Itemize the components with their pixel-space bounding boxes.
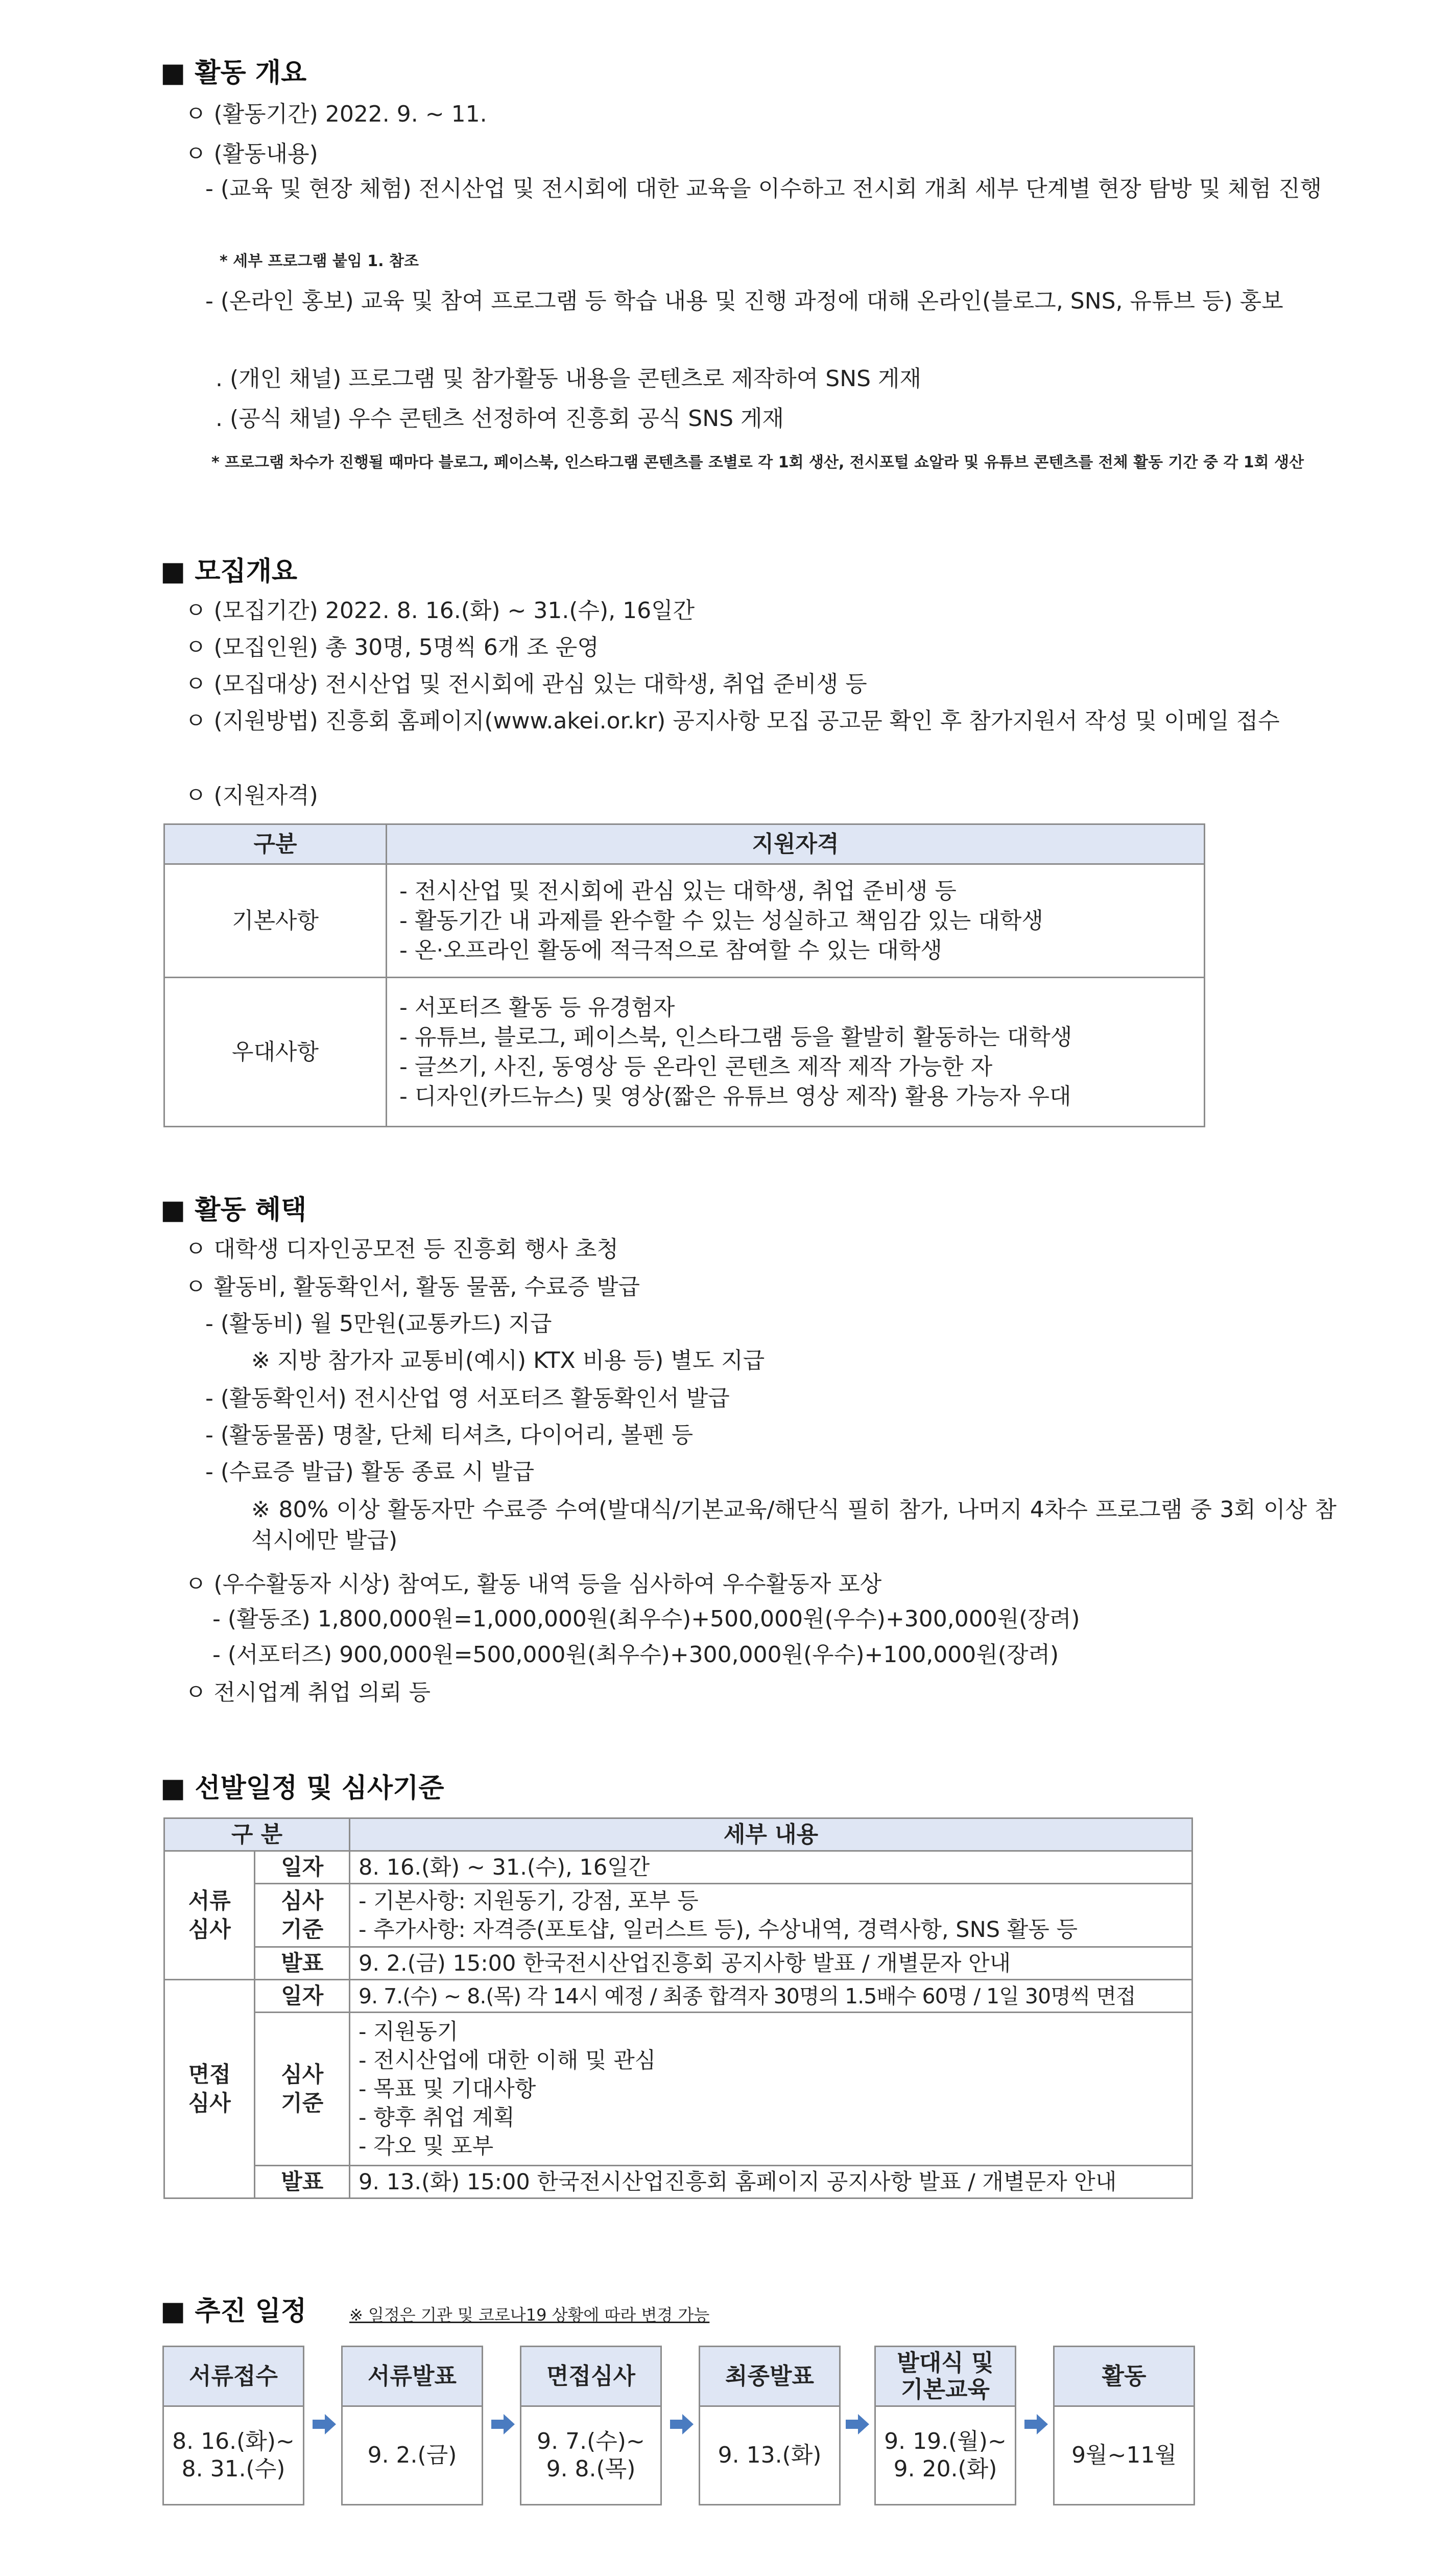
benefit-note: ※ 지방 참가자 교통비(예시) KTX 비용 등) 별도 지급	[251, 1347, 765, 1374]
interview-announce: 9. 13.(화) 15:00 한국전시산업진흥회 홈페이지 공지사항 발표 / 개별문자 안내	[350, 2166, 1192, 2198]
qualification-table	[163, 823, 1205, 1127]
schedule-step-date: 8. 16.(화)~ 8. 31.(수)	[172, 2428, 295, 2482]
recruit-people: ㅇ (모집인원) 총 30명, 5명씩 6개 조 운영	[185, 634, 599, 660]
list-item: - 디자인(카드뉴스) 및 영상(짧은 유튜브 영상 제작) 활용 가능자 우대	[399, 1083, 1071, 1109]
doc-criteria-label: 심사 기준	[255, 1884, 350, 1947]
activity-content-label: ㅇ (활동내용)	[185, 141, 318, 167]
interview-criteria-label: 심사 기준	[255, 2013, 350, 2166]
recruit-method: ㅇ (지원방법) 진흥회 홈페이지(www.akei.or.kr) 공지사항 모집 공고문 확인 후 참가지원서 작성 및 이메일 접수	[185, 708, 1280, 734]
list-item: - 서포터즈 활동 등 유경험자	[399, 994, 675, 1021]
arrow-right-icon	[313, 2413, 336, 2435]
benefit-item: ㅇ (우수활동자 시상) 참여도, 활동 내역 등을 심사하여 우수활동자 포상	[185, 1571, 882, 1597]
doc-announce-label: 발표	[255, 1947, 350, 1980]
activity-edu: - (교육 및 현장 체험) 전시산업 및 전시회에 대한 교육을 이수하고 전시회 개최 세부 단계별 현장 탐방 및 체험 진행	[205, 176, 1322, 202]
benefit-note: ※ 80% 이상 활동자만 수료증 수여(발대식/기본교육/해단식 필히 참가, 나머지 4차수 프로그램 중 3회 이상 참석시에만 발급)	[251, 1497, 1336, 1553]
arrow-right-icon	[846, 2413, 869, 2435]
doc-review-label: 서류 심사	[164, 1851, 255, 1980]
program-note: * 프로그램 차수가 진행될 때마다 블로그, 페이스북, 인스타그램 콘텐츠를 조별로 각 1회 생산, 전시포털 쇼알라 및 유튜브 콘텐츠를 전체 활동 기간 중 각 1회 생산	[211, 454, 1304, 471]
schedule-note: ※ 일정은 기관 및 코로나19 상황에 따라 변경 가능	[349, 2305, 710, 2325]
section-title-benefits: ■ 활동 혜택	[160, 1195, 307, 1225]
table-row	[164, 1851, 1192, 1884]
benefit-item: ㅇ 대학생 디자인공모전 등 진흥회 행사 초청	[185, 1236, 618, 1262]
schedule-step	[162, 2346, 304, 2505]
qual-header-category: 구분	[164, 824, 387, 864]
schedule-step	[1053, 2346, 1195, 2505]
table-row	[164, 1884, 1192, 1947]
table-row	[164, 2013, 1192, 2166]
schedule-step-date: 9. 2.(금)	[367, 2442, 457, 2468]
qual-category-basic: 기본사항	[164, 864, 387, 978]
section-title-overview: ■ 활동 개요	[160, 58, 307, 88]
schedule-step-date: 9. 13.(화)	[718, 2442, 822, 2468]
list-item: - 지원동기	[359, 2019, 459, 2045]
qualification-label: ㅇ (지원자격)	[185, 783, 318, 809]
schedule-step-title: 면접심사	[521, 2347, 660, 2407]
interview-criteria	[350, 2013, 1192, 2166]
schedule-step-title: 활동	[1055, 2347, 1194, 2407]
selection-header-category: 구 분	[164, 1818, 350, 1851]
doc-criteria	[350, 1884, 1192, 1947]
benefit-item: - (활동비) 월 5만원(교통카드) 지급	[205, 1311, 552, 1337]
schedule-step	[874, 2346, 1016, 2505]
schedule-step-date: 9월~11월	[1071, 2442, 1177, 2468]
section-title-schedule: ■ 추진 일정	[160, 2296, 307, 2327]
qual-category-preferred: 우대사항	[164, 978, 387, 1127]
schedule-step	[520, 2346, 662, 2505]
list-item: - 글쓰기, 사진, 동영상 등 온라인 콘텐츠 제작 제작 가능한 자	[399, 1053, 993, 1080]
personal-channel: . (개인 채널) 프로그램 및 참가활동 내용을 콘텐츠로 제작하여 SNS 게재	[216, 366, 922, 392]
table-row	[164, 864, 1205, 978]
table-row	[164, 978, 1205, 1127]
activity-online: - (온라인 홍보) 교육 및 참여 프로그램 등 학습 내용 및 진행 과정에 대해 온라인(블로그, SNS, 유튜브 등) 홍보	[205, 288, 1283, 314]
edu-note: * 세부 프로그램 붙임 1. 참조	[220, 252, 419, 270]
schedule-step	[341, 2346, 483, 2505]
list-item: - 온·오프라인 활동에 적극적으로 참여할 수 있는 대학생	[399, 937, 942, 963]
table-row	[164, 2166, 1192, 2198]
doc-date-label: 일자	[255, 1851, 350, 1884]
schedule-step-title: 서류발표	[343, 2347, 482, 2407]
list-item: - 향후 취업 계획	[359, 2104, 515, 2131]
benefit-item: - (수료증 발급) 활동 종료 시 발급	[205, 1459, 535, 1485]
list-item: - 전시산업 및 전시회에 관심 있는 대학생, 취업 준비생 등	[399, 878, 957, 904]
arrow-right-icon	[491, 2413, 515, 2435]
interview-announce-label: 발표	[255, 2166, 350, 2198]
schedule-step-date: 9. 19.(월)~ 9. 20.(화)	[884, 2428, 1007, 2482]
qual-list-basic	[387, 864, 1205, 978]
list-item: - 전시산업에 대한 이해 및 관심	[359, 2047, 656, 2073]
list-item: - 각오 및 포부	[359, 2133, 494, 2159]
benefit-item: - (활동물품) 명찰, 단체 티셔츠, 다이어리, 볼펜 등	[205, 1422, 694, 1448]
selection-header-detail: 세부 내용	[350, 1818, 1192, 1851]
list-item: - 목표 및 기대사항	[359, 2076, 536, 2102]
interview-date: 9. 7.(수) ~ 8.(목) 각 14시 예정 / 최종 합격자 30명의 1.5배수 60명 / 1일 30명씩 면접	[350, 1980, 1192, 2013]
selection-table	[163, 1817, 1193, 2199]
list-item: - 활동기간 내 과제를 완수할 수 있는 성실하고 책임감 있는 대학생	[399, 907, 1043, 934]
schedule-step-title: 발대식 및 기본교육	[876, 2347, 1015, 2407]
activity-period: ㅇ (활동기간) 2022. 9. ~ 11.	[185, 101, 487, 127]
doc-announce: 9. 2.(금) 15:00 한국전시산업진흥회 공지사항 발표 / 개별문자 안내	[350, 1947, 1192, 1980]
official-channel: . (공식 채널) 우수 콘텐츠 선정하여 진흥회 공식 SNS 게재	[216, 406, 784, 432]
schedule-step-title: 최종발표	[700, 2347, 839, 2407]
arrow-right-icon	[670, 2413, 694, 2435]
section-title-recruit: ■ 모집개요	[160, 556, 298, 587]
schedule-step-title: 서류접수	[164, 2347, 303, 2407]
list-item: - 추가사항: 자격증(포토샵, 일러스트 등), 수상내역, 경력사항, SNS 활동 등	[359, 1917, 1078, 1943]
qual-header-qualification: 지원자격	[387, 824, 1205, 864]
benefit-item: ㅇ 전시업계 취업 의뢰 등	[185, 1680, 431, 1706]
doc-date: 8. 16.(화) ~ 31.(수), 16일간	[350, 1851, 1192, 1884]
qual-list-preferred	[387, 978, 1205, 1127]
table-row	[164, 1947, 1192, 1980]
recruit-target: ㅇ (모집대상) 전시산업 및 전시회에 관심 있는 대학생, 취업 준비생 등	[185, 671, 867, 697]
schedule-step-date: 9. 7.(수)~ 9. 8.(목)	[537, 2428, 645, 2482]
section-title-selection: ■ 선발일정 및 심사기준	[160, 1773, 444, 1804]
list-item: - 유튜브, 블로그, 페이스북, 인스타그램 등을 활발히 활동하는 대학생	[399, 1024, 1072, 1050]
benefit-item: - (활동확인서) 전시산업 영 서포터즈 활동확인서 발급	[205, 1385, 730, 1411]
list-item: - 기본사항: 지원동기, 강점, 포부 등	[359, 1888, 699, 1914]
benefit-item: ㅇ 활동비, 활동확인서, 활동 물품, 수료증 발급	[185, 1274, 640, 1300]
benefit-item: - (활동조) 1,800,000원=1,000,000원(최우수)+500,000원(우수)+300,000원(장려)	[212, 1606, 1080, 1632]
recruit-period: ㅇ (모집기간) 2022. 8. 16.(화) ~ 31.(수), 16일간	[185, 598, 695, 624]
arrow-right-icon	[1024, 2413, 1048, 2435]
schedule-step	[699, 2346, 841, 2505]
interview-date-label: 일자	[255, 1980, 350, 2013]
table-row	[164, 1980, 1192, 2013]
interview-review-label: 면접 심사	[164, 1980, 255, 2198]
benefit-item: - (서포터즈) 900,000원=500,000원(최우수)+300,000원(우수)+100,000원(장려)	[212, 1642, 1059, 1668]
